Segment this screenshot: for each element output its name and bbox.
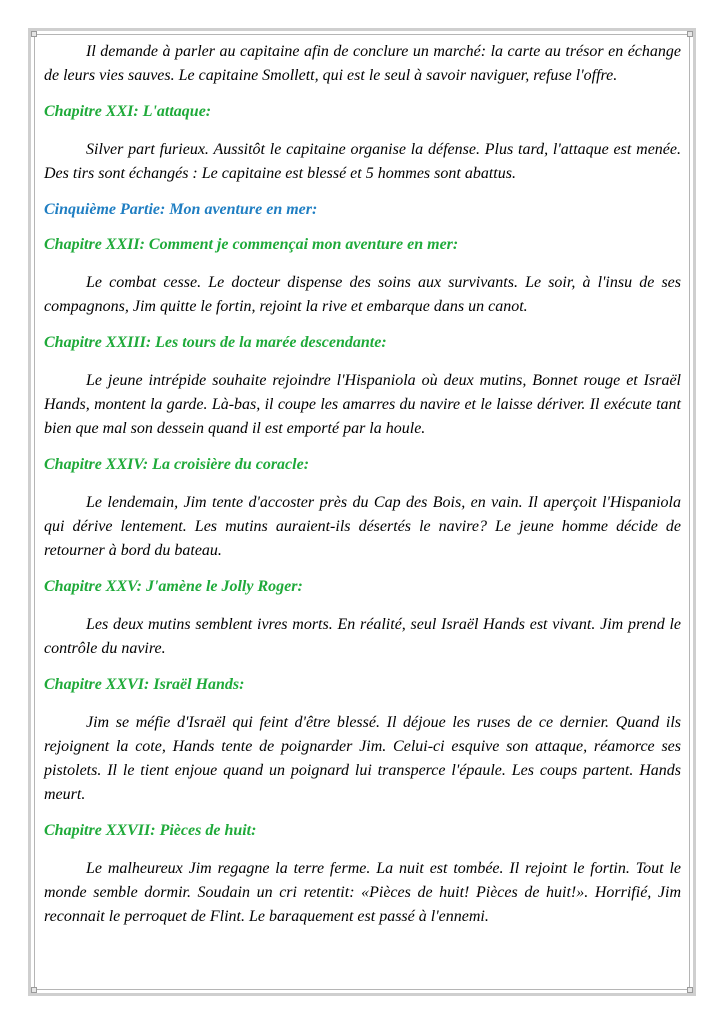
- border-corner-ornament: [31, 987, 37, 993]
- chapter-heading: Chapitre XXIV: La croisière du coracle:: [44, 456, 310, 473]
- chapter-heading: Chapitre XXI: L'attaque:: [44, 103, 212, 120]
- chapter-heading: Chapitre XXIII: Les tours de la marée descendante:: [44, 334, 387, 351]
- chapter-heading: Chapitre XXII: Comment je commençai mon aventure en mer:: [44, 236, 459, 253]
- summary-paragraph: Les deux mutins semblent ivres morts. En réalité, seul Israël Hands est vivant. Jim prend le contrôle du navire.: [44, 616, 681, 657]
- border-corner-ornament: [687, 31, 693, 37]
- summary-paragraph: Silver part furieux. Aussitôt le capitaine organise la défense. Plus tard, l'attaque est menée. Des tirs sont échangés : Le capitaine est blessé et 5 hommes sont abattus.: [44, 141, 681, 182]
- summary-paragraph: Le malheureux Jim regagne la terre ferme. La nuit est tombée. Il rejoint le fortin. Tout le monde semble dormir. Soudain un cri retentit: «Pièces de huit! Pièces de huit!». Horrifié, Jim reconnait le perroquet de Flint. Le baraquement est passé à l'ennemi.: [44, 860, 681, 925]
- summary-paragraph: Jim se méfie d'Israël qui feint d'être blessé. Il déjoue les ruses de ce dernier. Quand ils rejoignent la cote, Hands tente de poignarder Jim. Celui-ci esquive son attaque, réamorce ses pistolets. Il le tient enjoue quand un poignard lui transperce l'épaule. Les coups partent. Hands meurt.: [44, 714, 681, 803]
- document-body: [44, 40, 681, 929]
- summary-paragraph: Le combat cesse. Le docteur dispense des soins aux survivants. Le soir, à l'insu de ses compagnons, Jim quitte le fortin, rejoint la rive et embarque dans un canot.: [44, 274, 681, 315]
- summary-paragraph: Le jeune intrépide souhaite rejoindre l'Hispaniola où deux mutins, Bonnet rouge et Israël Hands, montent la garde. Là-bas, il coupe les amarres du navire et le laisse dériver. Il exécute tant bien que mal son dessein quand il est emporté par la houle.: [44, 372, 681, 437]
- border-corner-ornament: [687, 987, 693, 993]
- chapter-heading: Chapitre XXV: J'amène le Jolly Roger:: [44, 578, 303, 595]
- border-corner-ornament: [31, 31, 37, 37]
- summary-paragraph: Il demande à parler au capitaine afin de conclure un marché: la carte au trésor en échange de leurs vies sauves. Le capitaine Smollett, qui est le seul à savoir naviguer, refuse l'offre.: [44, 43, 681, 84]
- chapter-heading: Chapitre XXVI: Israël Hands:: [44, 676, 245, 693]
- chapter-heading: Chapitre XXVII: Pièces de huit:: [44, 822, 257, 839]
- part-heading: Cinquième Partie: Mon aventure en mer:: [44, 201, 318, 218]
- summary-paragraph: Le lendemain, Jim tente d'accoster près du Cap des Bois, en vain. Il aperçoit l'Hispaniola qui dérive lentement. Les mutins auraient-ils désertés le navire? Le jeune homme décide de retourner à bord du bateau.: [44, 494, 681, 559]
